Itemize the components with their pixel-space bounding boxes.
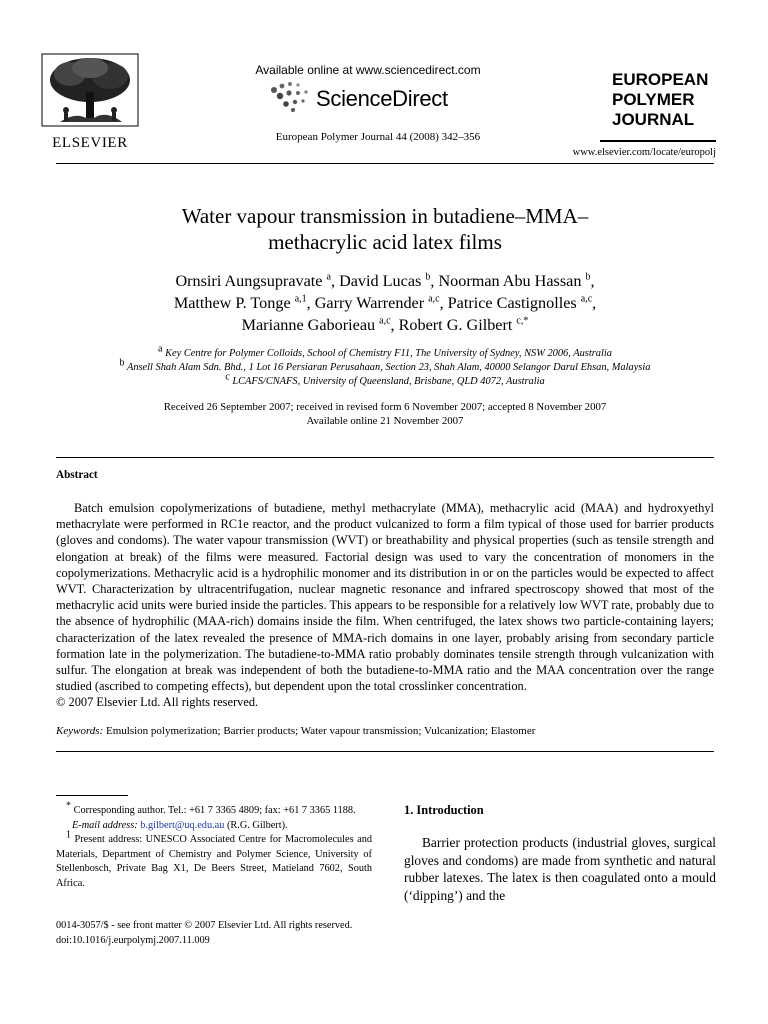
author-list: [56, 270, 714, 336]
affiliation-list: [56, 343, 714, 389]
affiliation-text: Ansell Shah Alam Sdn. Bhd., 1 Lot 16 Persiaran Perusahaan, Section 23, Shah Alam, 40000 Selangor Darul Ehsan, Malaysia: [126, 362, 651, 373]
affiliation: [56, 371, 714, 389]
article-title-line-2: methacrylic acid latex films: [268, 230, 502, 254]
journal-title-line-2: POLYMER: [612, 90, 695, 109]
introduction-heading: 1. Introduction: [404, 803, 484, 817]
affiliation-text: Key Centre for Polymer Colloids, School of Chemistry F11, The University of Sydney, NSW 2006, Australia: [165, 348, 612, 359]
affiliation-mark: c: [225, 371, 230, 383]
available-online-date: Available online 21 November 2007: [306, 415, 464, 427]
author-line: [56, 314, 714, 336]
email-suffix: (R.G. Gilbert).: [226, 819, 288, 831]
footnote-present-address: [56, 829, 372, 891]
author-separator: ,: [590, 272, 595, 290]
header-divider: [56, 163, 714, 164]
author-line: [56, 270, 714, 292]
journal-title-line-1: EUROPEAN: [612, 70, 709, 89]
footnotes: [56, 800, 372, 892]
article-dates: [56, 400, 714, 428]
elsevier-logo: [40, 52, 140, 151]
author-name: Ornsiri Aungsupravate: [175, 272, 327, 290]
author-affiliation-mark: a,c: [428, 293, 440, 305]
keywords-text: Emulsion polymerization; Barrier products; Water vapour transmission; Vulcanization; Elastomer: [106, 725, 536, 737]
footnote-email: [56, 819, 372, 834]
author-name: Noorman Abu Hassan: [438, 272, 586, 290]
author-affiliation-mark: c,*: [516, 315, 529, 327]
abstract-bottom-divider: [56, 751, 714, 752]
author-affiliation-mark: a,c: [379, 315, 391, 327]
publisher-name: ELSEVIER: [52, 135, 128, 151]
abstract-heading: Abstract: [56, 469, 98, 481]
author-name: Patrice Castignolles: [447, 294, 581, 312]
author-name: Marianne Gaborieau: [241, 316, 380, 334]
author-separator: ,: [430, 272, 439, 290]
elsevier-tree-icon: [40, 52, 140, 128]
author-name: Garry Warrender: [314, 294, 429, 312]
journal-title-block: [612, 70, 716, 130]
affiliation-mark: b: [119, 357, 125, 369]
affiliation-text: LCAFS/CNAFS, University of Queensland, Brisbane, QLD 4072, Australia: [232, 376, 545, 387]
doi-line[interactable]: doi:10.1016/j.eurpolymj.2007.11.009: [56, 934, 210, 946]
footnote-corresponding: [56, 800, 372, 819]
author-line: [56, 292, 714, 314]
available-online-text: Available online at www.sciencedirect.com: [255, 63, 481, 77]
author-affiliation-mark: a: [326, 271, 331, 283]
article-title-line-1: Water vapour transmission in butadiene–MMA–: [181, 204, 589, 228]
author-separator: ,: [306, 294, 315, 312]
author-name: Matthew P. Tonge: [173, 294, 295, 312]
sciencedirect-wordmark: ScienceDirect: [316, 86, 448, 111]
sciencedirect-logo: [266, 80, 476, 116]
affiliation-mark: a: [158, 343, 163, 355]
author-name: Robert G. Gilbert: [398, 316, 517, 334]
journal-title-rule: [600, 140, 716, 142]
article-title: [56, 203, 714, 255]
affiliation: [56, 357, 714, 375]
issn-line: 0014-3057/$ - see front matter © 2007 Elsevier Ltd. All rights reserved.: [56, 920, 353, 931]
author-separator: ,: [330, 272, 340, 290]
footnote-corresponding-mark: *: [66, 800, 71, 812]
abstract-copyright: © 2007 Elsevier Ltd. All rights reserved.: [56, 695, 259, 710]
sciencedirect-dots-icon: [266, 80, 312, 114]
introduction-text: Barrier protection products (industrial gloves, surgical gloves and condoms) are made from synthetic and natural rubber latexes. The latex is then coagulated onto a mould (‘dipping’) and the: [404, 835, 716, 903]
footnote-rule: [56, 795, 128, 796]
abstract-text: Batch emulsion copolymerizations of butadiene, methyl methacrylate (MMA), methacrylic acid (MAA) and hydroxyethyl methacrylate were performed in RC1e reactor, and the product vulcanized to form a film typical of those used for barrier products (gloves and condoms). The water vapour transmission (WVT) or breathability and physical properties (such as tensile strength and elongation at break) of the films were measured. Factorial design was used to vary the concentration of monomers in the copolymerizations. Methacrylic acid is a hydrophilic monomer and its distribution in or on the particles would be expected to affect WVT. Characterization by ultracentrifugation, nuclear magnetic resonance and infrared spectroscopy showed that most of the methacrylic acid units were buried inside the particles. This appears to be responsible for a relatively low WVT rate, probably due to the absence of hydrophilic (MAA-rich) domains inside the film. When centrifuged, the latex shows two particle-containing layers; characterization of the latex revealed the presence of MMA-rich domains in one layer, probably arising from secondary particle formation late in the polymerization. The butadiene-to-MMA ratio probably dominates tensile strength through vulcanization with sulfur. The elongation at break was independent of both the butadiene-to-MMA ratio and the MAA concentration over the range studied (ascribed to competing effects), but dependent upon the total crosslinker concentration.: [56, 501, 714, 694]
abstract-body: [56, 500, 714, 711]
email-label: E-mail address:: [72, 819, 138, 831]
abstract-top-divider: [56, 457, 714, 458]
author-separator: ,: [592, 294, 597, 312]
author-separator: ,: [390, 316, 399, 334]
keywords-label: Keywords:: [56, 725, 104, 737]
journal-citation: European Polymer Journal 44 (2008) 342–356: [275, 131, 481, 143]
author-affiliation-mark: a,1: [294, 293, 307, 305]
journal-title-line-3: JOURNAL: [612, 110, 695, 129]
corresponding-author-text: Corresponding author. Tel.: +61 7 3365 4809; fax: +61 7 3365 1188.: [73, 805, 356, 816]
email-link[interactable]: b.gilbert@uq.edu.au: [140, 819, 225, 831]
author-affiliation-mark: b: [425, 271, 431, 283]
keywords-line: [56, 725, 714, 737]
front-matter: [56, 919, 436, 948]
affiliation: [56, 343, 714, 361]
footnote-present-mark: 1: [66, 829, 71, 841]
author-affiliation-mark: a,c: [580, 293, 593, 305]
present-address-text: Present address: UNESCO Associated Centre for Macromolecules and Materials, Department of Chemistry and Polymer Science, University of Stellenbosch, Private Bag X1, De Beers Street, Matieland 7602, South Africa.: [56, 834, 372, 889]
author-name: David Lucas: [339, 272, 426, 290]
author-affiliation-mark: b: [585, 271, 591, 283]
journal-url[interactable]: www.elsevier.com/locate/europolj: [572, 147, 716, 158]
received-dates: Received 26 September 2007; received in revised form 6 November 2007; accepted 8 November 2007: [163, 401, 607, 413]
author-separator: ,: [439, 294, 448, 312]
